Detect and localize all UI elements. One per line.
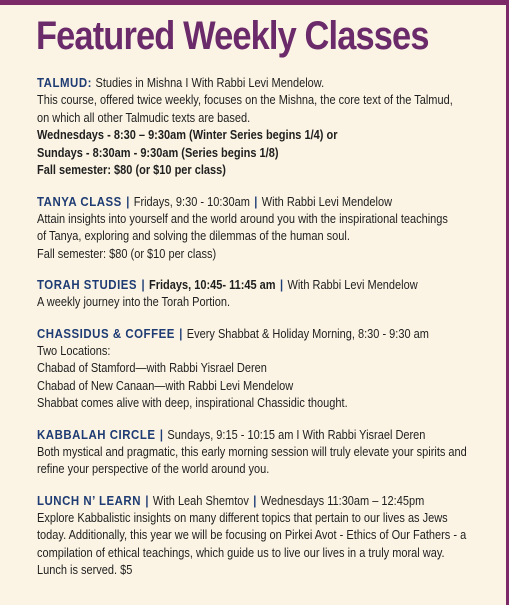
separator: | bbox=[254, 194, 258, 209]
class-header bbox=[37, 492, 500, 510]
class-description-line: Sundays - 8:30am - 9:30am (Series begins 1/8) bbox=[37, 145, 279, 160]
class-header bbox=[37, 276, 500, 294]
class-description-line: A weekly journey into the Torah Portion. bbox=[37, 295, 231, 309]
class-description-line: Both mystical and pragmatic, this early morning session will truly elevate your spirits and bbox=[37, 444, 467, 459]
class-description-line: refine your perspective of the world around you. bbox=[37, 462, 270, 476]
class-description-line: on which all other Talmudic texts are based. bbox=[37, 110, 251, 125]
class-name: CHASSIDUS & COFFEE bbox=[37, 325, 175, 341]
class-name: KABBALAH CIRCLE bbox=[37, 426, 156, 442]
class-meta: Wednesdays 11:30am – 12:45pm bbox=[260, 493, 425, 508]
separator: | bbox=[279, 278, 284, 292]
class-list bbox=[37, 74, 503, 593]
page-title: Featured Weekly Classes bbox=[36, 14, 429, 58]
separator: | bbox=[145, 493, 149, 508]
class-block bbox=[37, 325, 503, 413]
class-name: TORAH STUDIES bbox=[37, 277, 138, 292]
class-meta: Sundays, 9:15 - 10:15 am I With Rabbi Yisrael Deren bbox=[167, 427, 426, 442]
class-description-line: today. Additionally, this year we will be focusing on Pirkei Avot - Ethics of Our Fathers - a bbox=[37, 528, 467, 542]
class-meta: Fridays, 9:30 - 10:30am bbox=[133, 194, 250, 209]
top-rule bbox=[0, 0, 509, 5]
class-meta: With Leah Shemtov bbox=[152, 493, 249, 508]
class-name: LUNCH N’ LEARN bbox=[37, 492, 142, 508]
class-description-line: Fall semester: $80 (or $10 per class) bbox=[37, 246, 217, 261]
class-block bbox=[37, 276, 503, 312]
class-block bbox=[37, 492, 503, 580]
class-description-line: of Tanya, exploring and solving the dilemmas of the human soul. bbox=[37, 229, 350, 243]
class-description-line: This course, offered twice weekly, focuses on the Mishna, the core text of the Talmud, bbox=[37, 93, 453, 107]
class-description-line: Lunch is served. $5 bbox=[37, 563, 133, 577]
class-description-line: compilation of ethical teachings, which guide us to live our lives in a truly moral way. bbox=[37, 545, 445, 560]
class-header bbox=[37, 193, 500, 211]
class-block bbox=[37, 426, 503, 479]
separator: | bbox=[126, 194, 130, 209]
class-description-line: Two Locations: bbox=[37, 343, 111, 358]
separator: | bbox=[141, 278, 145, 292]
class-description-line: Chabad of New Canaan—with Rabbi Levi Mendelow bbox=[37, 378, 294, 393]
class-description-line: Fall semester: $80 (or $10 per class) bbox=[37, 163, 226, 177]
class-meta: Studies in Mishna I With Rabbi Levi Mendelow. bbox=[95, 76, 325, 90]
separator: | bbox=[159, 427, 163, 442]
class-description-line: Attain insights into yourself and the world around you with the inspirational teachings bbox=[37, 211, 448, 226]
class-header bbox=[37, 426, 500, 444]
class-block bbox=[37, 193, 503, 264]
separator: | bbox=[179, 326, 183, 341]
separator: | bbox=[253, 493, 257, 508]
class-description-line: Wednesdays - 8:30 – 9:30am (Winter Series begins 1/4) or bbox=[37, 128, 338, 142]
class-description-line: Explore Kabbalistic insights on many different topics that pertain to our lives as Jews bbox=[37, 510, 448, 525]
class-meta: With Rabbi Levi Mendelow bbox=[287, 278, 418, 292]
class-meta: Every Shabbat & Holiday Morning, 8:30 - 9:30 am bbox=[186, 326, 429, 341]
class-block bbox=[37, 74, 503, 180]
class-description-line: Shabbat comes alive with deep, inspirational Chassidic thought. bbox=[37, 396, 348, 410]
class-header bbox=[37, 74, 500, 92]
class-meta: With Rabbi Levi Mendelow bbox=[261, 194, 393, 209]
class-meta: Fridays, 10:45- 11:45 am bbox=[148, 278, 276, 292]
class-name: TANYA CLASS bbox=[37, 193, 122, 209]
class-header bbox=[37, 325, 500, 343]
class-name: TALMUD: bbox=[37, 75, 92, 90]
class-description-line: Chabad of Stamford—with Rabbi Yisrael Deren bbox=[37, 361, 267, 375]
